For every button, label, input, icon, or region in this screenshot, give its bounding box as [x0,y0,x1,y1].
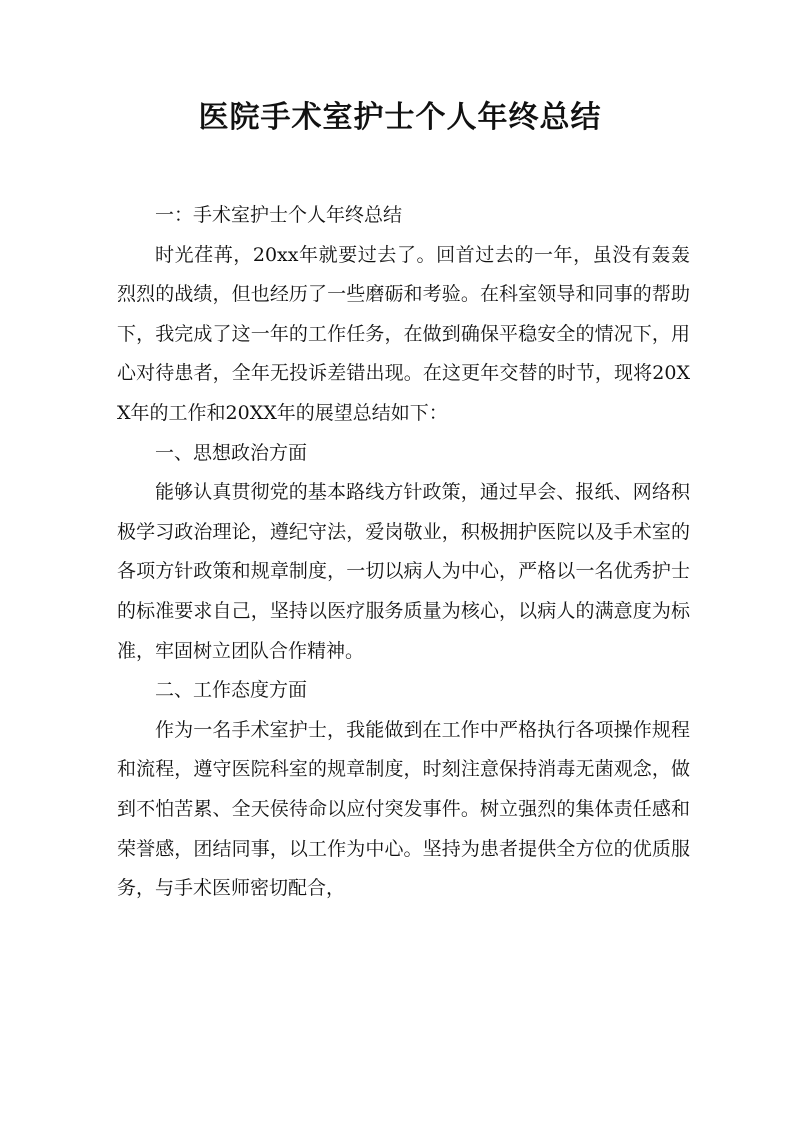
work-attitude-paragraph: 作为一名手术室护士，我能做到在工作中严格执行各项操作规程和流程，遵守医院科室的规章制度，时刻注意保持消毒无菌观念，做到不怕苦累、全天侯待命以应付突发事件。树立强烈的集体责任感和荣誉感，团结同事，以工作为中心。坚持为患者提供全方位的优质服务，与手术医师密切配合， [117,718,690,900]
document-title: 医院手术室护士个人年终总结 [198,100,602,135]
document-body [117,196,690,909]
ideology-paragraph: 能够认真贯彻党的基本路线方针政策，通过早会、报纸、网络积极学习政治理论，遵纪守法，爱岗敬业，积极拥护医院以及手术室的各项方针政策和规章制度，一切以病人为中心，严格以一名优秀护士的标准要求自己，坚持以医疗服务质量为核心，以病人的满意度为标准，牢固树立团队合作精神。 [117,481,690,662]
section-heading-work-attitude: 二、工作态度方面 [155,679,308,702]
intro-paragraph: 时光荏苒，20xx年就要过去了。回首过去的一年，虽没有轰轰烈烈的战绩，但也经历了一些磨砺和考验。在科室领导和同事的帮助下，我完成了这一年的工作任务，在做到确保平稳安全的情况下，用心对待患者，全年无投诉差错出现。在这更年交替的时节，现将20XX年的工作和20XX年的展望总结如下： [117,243,690,424]
section-heading-summary: 一：手术室护士个人年终总结 [155,204,403,226]
section-heading-ideology: 一、思想政治方面 [155,441,308,464]
